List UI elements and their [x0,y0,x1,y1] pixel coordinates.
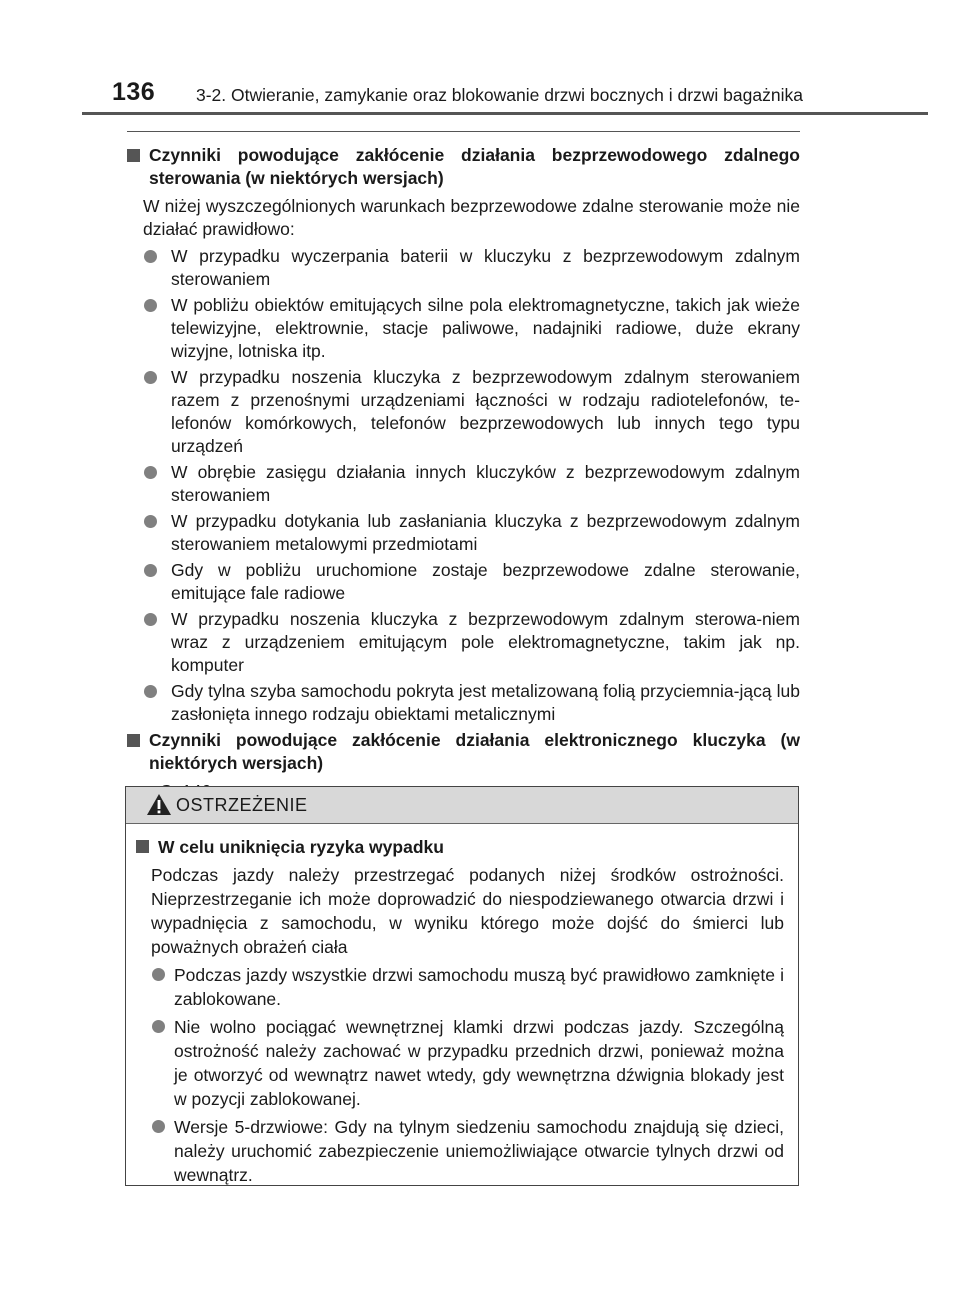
section-heading-text: Czynniki powodujące zakłócenie działania bezprzewodowego zdalnego sterowania (w niektórych wersjach) [149,145,800,188]
list-item-text: Wersje 5-drzwiowe: Gdy na tylnym siedzeniu samochodu znajdują się dzieci, należy uruchomić zabezpieczenie uniemożliwiające otwarcie tylnych drzwi od wewnątrz. [174,1117,784,1185]
list-item-text: Podczas jazdy wszystkie drzwi samochodu muszą być prawidłowo zamknięte i zablokowane. [174,965,784,1009]
list-item-text: Gdy tylna szyba samochodu pokryta jest metalizowaną folią przyciemnia-jącą lub zasłonięta innego rodzaju obiektami metalicznymi [171,681,800,724]
section-heading-text: Czynniki powodujące zakłócenie działania elektronicznego kluczyka (w niektórych wersjach) [149,730,800,773]
page-header [0,0,960,120]
list-item-text: W obrębie zasięgu działania innych kluczyków z bezprzewodowym zdalnym sterowaniem [171,462,800,505]
list-item [127,366,800,458]
list-item-text: W przypadku noszenia kluczyka z bezprzewodowym zdalnym sterowaniem razem z przenośnymi urządzeniami łączności w rodzaju radiotelefonów, te-lefonów komórkowych, telefonów bezprzewodowych lub innych tego typu urządzeń [171,367,800,456]
list-item [127,294,800,363]
bullet-icon [152,1120,165,1133]
warning-body [136,835,784,1191]
square-bullet-icon [136,840,149,853]
main-content [127,144,800,803]
section-heading-remote-interference [127,144,800,190]
list-item [127,510,800,556]
list-item-text: W pobliżu obiektów emitujących silne pola elektromagnetyczne, takich jak wieże telewizyjne, elektrownie, stacje paliwowe, nadajniki radiowe, duże ekrany wizyjne, lotniska itp. [171,295,800,361]
bullet-icon [144,371,157,384]
bullet-icon [144,685,157,698]
bullet-icon [152,1020,165,1033]
warning-header [126,787,798,824]
square-bullet-icon [127,149,140,162]
list-item [127,608,800,677]
warning-heading [136,835,784,859]
list-item-text: Nie wolno pociągać wewnętrznej klamki drzwi podczas jazdy. Szczególną ostrożność należy zachować w przypadku przednich drzwi, ponieważ można je otworzyć od wewnątrz nawet wtedy, gdy wewnętrzna dźwignia blokady jest w pozycji zablokowanej. [174,1017,784,1109]
warning-intro: Podczas jazdy należy przestrzegać podanych niżej środków ostrożności. Nieprzestrzeganie ich może doprowadzić do niespodziewanego otwarcia drzwi i wypadnięcia z samochodu, w wyniku którego może dojść do śmierci lub poważnych obrażeń ciała [151,865,784,957]
section-intro: W niżej wyszczególnionych warunkach bezprzewodowe zdalne sterowanie może nie działać prawidłowo: [143,196,800,239]
list-item [127,680,800,726]
chapter-title: 3-2. Otwieranie, zamykanie oraz blokowanie drzwi bocznych i drzwi bagażnika [196,85,803,105]
header-divider [82,112,928,115]
list-item [127,245,800,291]
warning-box [125,786,799,1186]
list-item [136,1115,784,1187]
bullet-icon [144,466,157,479]
bullet-icon [144,250,157,263]
warning-triangle-icon [146,793,172,816]
list-item-text: W przypadku dotykania lub zasłaniania kluczyka z bezprzewodowym zdalnym sterowaniem metalowymi przedmiotami [171,511,800,554]
bullet-icon [152,968,165,981]
bullet-icon [144,613,157,626]
warning-heading-text: W celu uniknięcia ryzyka wypadku [158,837,444,857]
page-number: 136 [112,78,156,106]
list-item-text: Gdy w pobliżu uruchomione zostaje bezprzewodowe zdalne sterowanie, emitujące fale radiowe [171,560,800,603]
list-item-text: W przypadku wyczerpania baterii w kluczyku z bezprzewodowym zdalnym sterowaniem [171,246,800,289]
list-item-text: W przypadku noszenia kluczyka z bezprzewodowym zdalnym sterowa-niem wraz z urządzeniem emitującym pole elektromagnetyczne, takim jak np. komputer [171,609,800,675]
square-bullet-icon [127,734,140,747]
list-item [127,559,800,605]
list-item [136,1015,784,1111]
warning-title: OSTRZEŻENIE [176,795,308,815]
content-divider [127,131,800,132]
section-heading-electronic-key [127,729,800,775]
list-item [136,963,784,1011]
bullet-icon [144,564,157,577]
list-item [127,461,800,507]
bullet-icon [144,515,157,528]
bullet-icon [144,299,157,312]
